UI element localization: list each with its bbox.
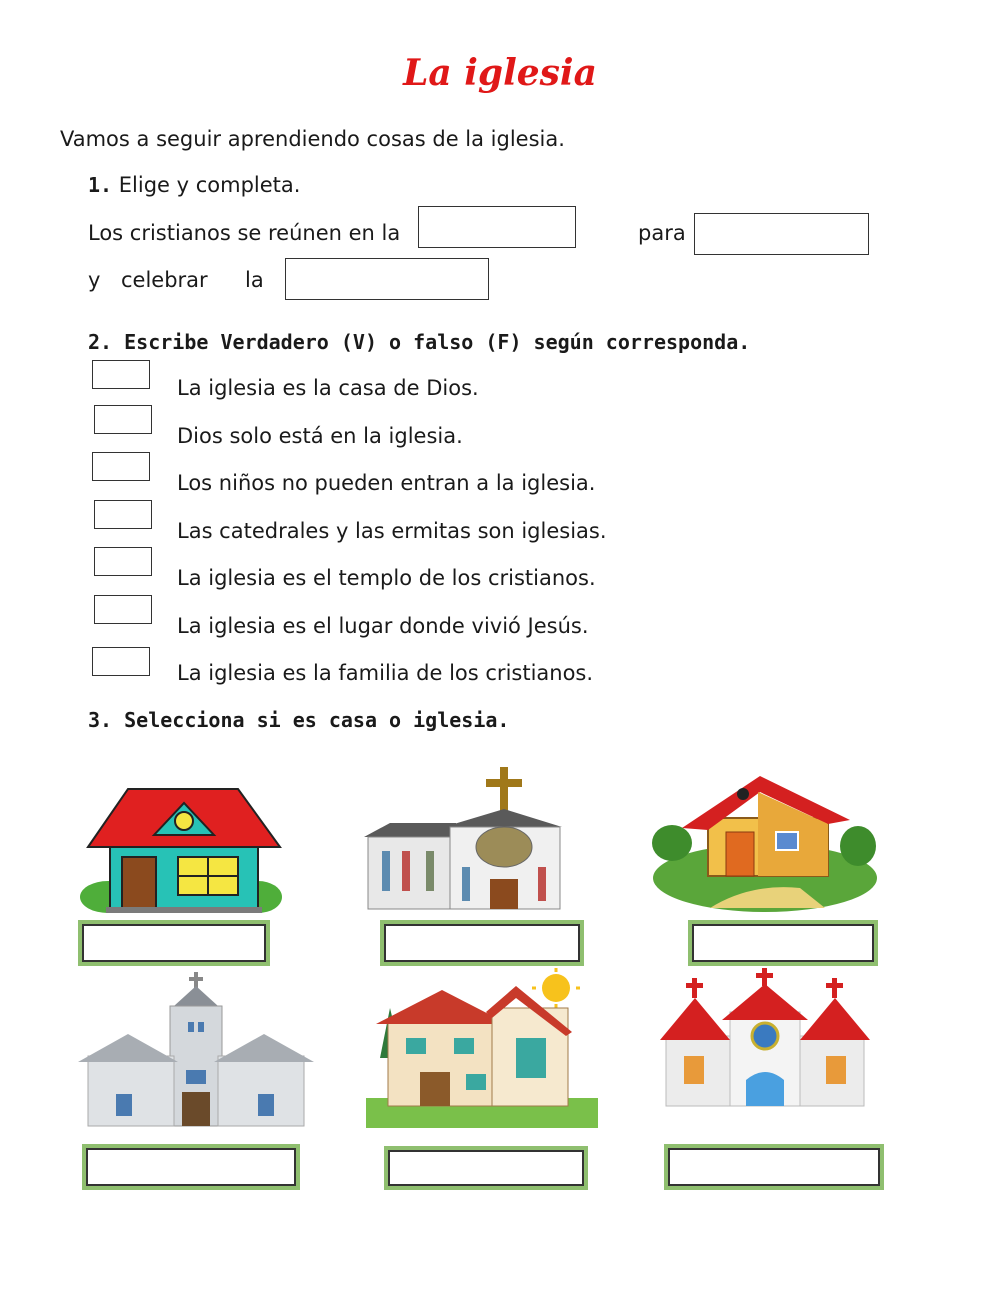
intro-text: Vamos a seguir aprendiendo cosas de la iglesia. (60, 127, 565, 151)
page-title: La iglesia (403, 52, 597, 94)
ex1-la-text: la (245, 268, 264, 292)
church-image-2 (78, 970, 314, 1128)
ex3-number: 3. (88, 708, 113, 732)
vf-statement-5: La iglesia es el templo de los cristianos. (177, 566, 596, 590)
vf-answer-box-6[interactable] (94, 595, 152, 624)
ex2-heading (88, 329, 750, 355)
vf-answer-box-3[interactable] (92, 452, 150, 481)
ex1-blank-3[interactable] (285, 258, 489, 300)
ex1-instruction: Elige y completa. (118, 173, 301, 197)
ex3-answer-box-6[interactable] (668, 1148, 880, 1186)
ex1-para-text: para (638, 221, 686, 245)
vf-statement-2: Dios solo está en la iglesia. (177, 424, 463, 448)
ex3-answer-box-3[interactable] (692, 924, 874, 962)
ex2-instruction: Escribe Verdadero (V) o falso (F) según corresponda. (124, 330, 751, 354)
church-image-3 (660, 968, 870, 1108)
church-image-1 (362, 765, 567, 910)
ex1-blank-2[interactable] (694, 213, 869, 255)
ex2-number: 2. (88, 330, 113, 354)
vf-answer-box-7[interactable] (92, 647, 150, 676)
vf-statement-1: La iglesia es la casa de Dios. (177, 376, 479, 400)
ex3-answer-box-4[interactable] (86, 1148, 296, 1186)
ex3-answer-box-1[interactable] (82, 924, 266, 962)
ex1-line1-text: Los cristianos se reúnen en la (88, 221, 401, 245)
vf-answer-box-5[interactable] (94, 547, 152, 576)
ex1-blank-1[interactable] (418, 206, 576, 248)
house-image-3 (366, 968, 598, 1128)
vf-answer-box-1[interactable] (92, 360, 150, 389)
house-image-2 (650, 768, 880, 913)
house-image-1 (78, 785, 283, 915)
ex1-number: 1. (88, 173, 113, 197)
vf-statement-4: Las catedrales y las ermitas son iglesias. (177, 519, 607, 543)
ex3-instruction: Selecciona si es casa o iglesia. (124, 708, 510, 732)
ex3-answer-box-5[interactable] (388, 1150, 584, 1186)
vf-statement-6: La iglesia es el lugar donde vivió Jesús. (177, 614, 589, 638)
ex1-heading (88, 172, 300, 198)
vf-statement-3: Los niños no pueden entran a la iglesia. (177, 471, 596, 495)
ex1-y-text: y (88, 268, 101, 292)
vf-answer-box-2[interactable] (94, 405, 152, 434)
ex1-celebrar-text: celebrar (121, 268, 208, 292)
vf-answer-box-4[interactable] (94, 500, 152, 529)
vf-statement-7: La iglesia es la familia de los cristianos. (177, 661, 594, 685)
ex3-answer-box-2[interactable] (384, 924, 580, 962)
ex3-heading (88, 707, 509, 733)
